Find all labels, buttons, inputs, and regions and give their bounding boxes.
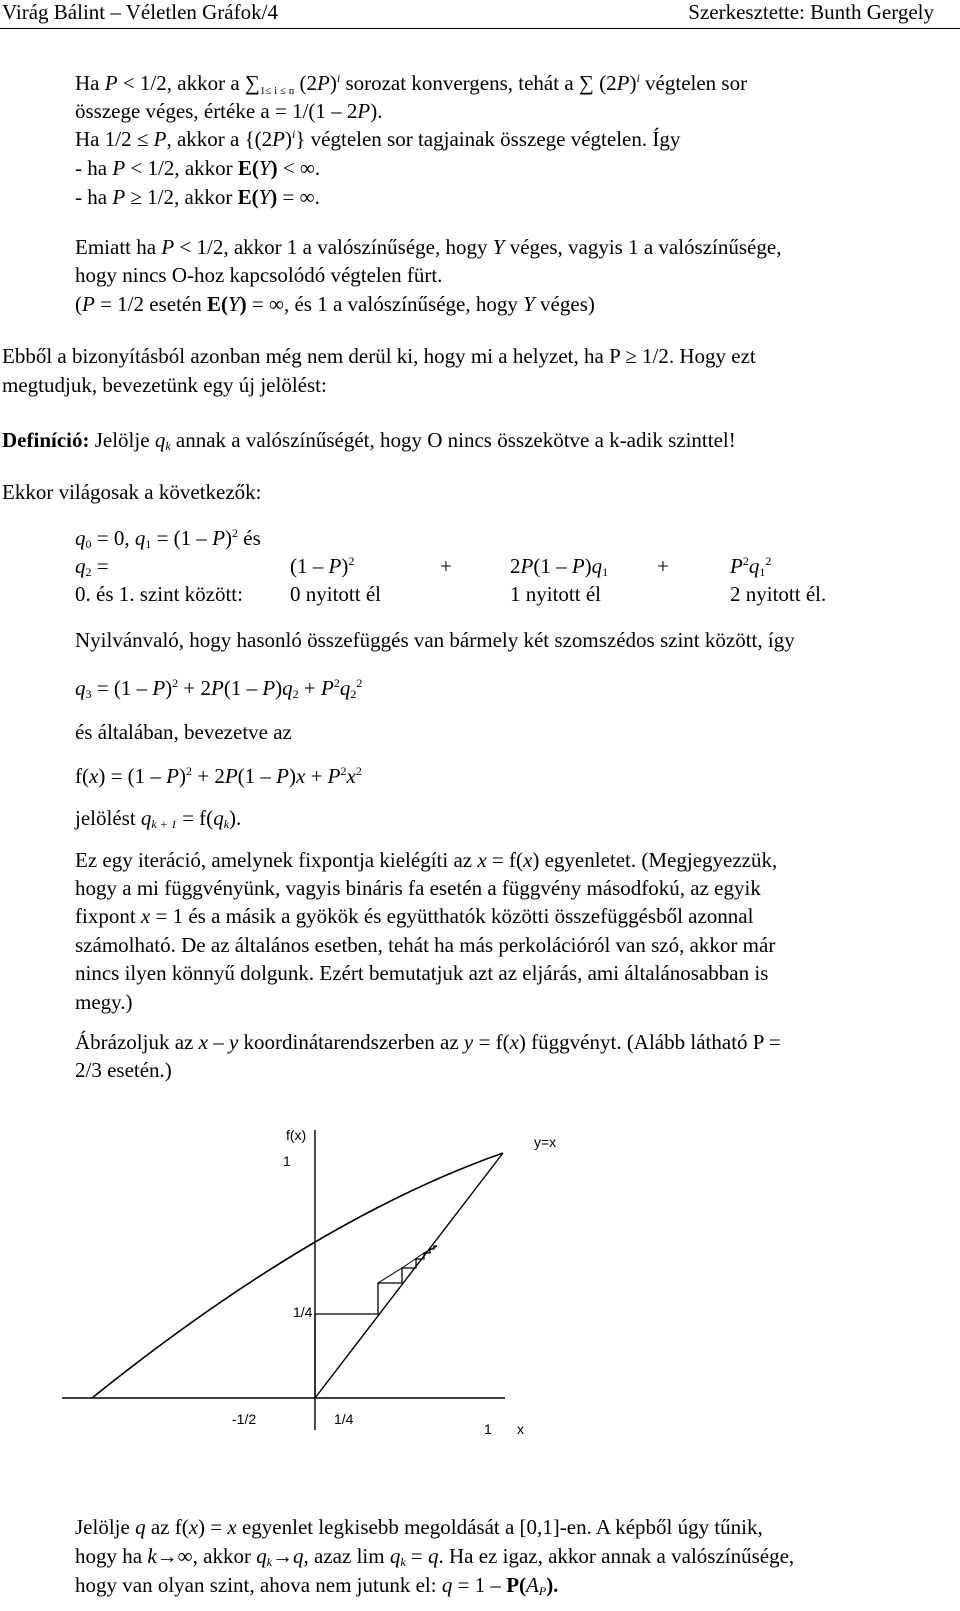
p7-line-2: hogy a mi függvényünk, vagyis bináris fa esetén a függvény másodfokú, az egyik [75, 876, 761, 900]
p2-line-3: (P = 1/2 esetén E(Y) = ∞, és 1 a valószínűsége, hogy Y véges) [75, 292, 595, 316]
running-header-right: Szerkesztette: Bunth Gergely [688, 0, 934, 24]
p5-line: Nyilvánvaló, hogy hasonló összefüggés van bármely két szomszédos szint között, így [75, 628, 795, 652]
p3-line-1: Ebből a bizonyításból azonban még nem derül ki, hogy mi a helyzet, ha P ≥ 1/2. Hogy ezt [2, 344, 756, 368]
eq-q2-plus-1: + [440, 554, 452, 578]
p2-line-2: hogy nincs O-hoz kapcsolódó végtelen fürt. [75, 263, 443, 287]
p7-line-6: megy.) [75, 990, 133, 1014]
tick-x-minus-half: -1/2 [232, 1411, 257, 1427]
p3-line-2: megtudjuk, bevezetünk egy új jelölést: [2, 373, 327, 397]
p1-line-3: Ha 1/2 ≤ P, akkor a $\{(2P)^i\}$ végtelen sor tagjainak összege végtelen. Így [75, 127, 681, 151]
eq-q2-plus-2: + [657, 554, 669, 578]
eq-zero-open-edge: 0 nyitott él [290, 582, 381, 606]
eq-q2-lhs: $q_2$ = [75, 554, 109, 579]
x-axis-label: x [517, 1421, 524, 1437]
eq-f-of-x: $f(x) = (1 - P)^2 + 2P(1 - P)x + P^2x^2$ [75, 764, 362, 788]
tick-x-quarter: 1/4 [334, 1411, 354, 1427]
eq-recursion: jelölést $q_{k + 1} = f(q_k)$. [75, 806, 242, 831]
eq-q2-term2: $2P(1 - P)q_1$ [510, 554, 609, 579]
eq-level-label: 0. és 1. szint között: [75, 582, 243, 606]
sum-symbol: ∑ [578, 71, 594, 95]
p8-line-2: 2/3 esetén.) [75, 1058, 172, 1082]
eq-q3: $q_3 = (1 - P)^2 + 2P(1 - P)q_2 + P^2q_2^2$ [75, 676, 363, 701]
p9-line-2: hogy ha k→∞, akkor $q_k\to q$, azaz $\lim q_k = q$. Ha ez igaz, akkor annak a valószínűsége, [75, 1544, 795, 1569]
sum-symbol: ∑ [244, 71, 260, 95]
p9-line-1: Jelölje q az f(x) = x egyenlet legkisebb megoldását a [0,1]-en. A képből úgy tűnik, [75, 1515, 763, 1539]
p1-line-1: Ha P < 1/2, akkor a ∑1≤ i ≤ n $(2P)^i$ sorozat konvergens, tehát a ∑ $(2P)^i$ végtelen sor [75, 71, 748, 97]
yx-label: y=x [534, 1134, 557, 1150]
p8-line-1: Ábrázoljuk az x – y koordinátarendszerben az y = f(x) függvényt. (Alább látható P = [75, 1030, 781, 1054]
p6-line: és általában, bevezetve az [75, 720, 292, 744]
eq-q2-term1: (1 – P)$^2$ [290, 554, 355, 578]
running-header-left: Virág Bálint – Véletlen Gráfok/4 [2, 0, 278, 24]
y-axis-label: f(x) [286, 1127, 307, 1143]
p7-line-4: számolható. De az általános esetben, tehát ha más perkolációról van szó, akkor már [75, 933, 776, 957]
eq-q0-q1: $q_0 = 0$, $q_1 = (1 - P)^2$ és [75, 526, 261, 551]
definition: Definíció: Jelölje $q_k$ annak a valószínűségét, hogy O nincs összekötve a k-adik szinttel! [2, 428, 736, 453]
tick-x-1: 1 [484, 1421, 492, 1437]
p7-line-5: nincs ilyen könnyű dolgunk. Ezért bemutatjuk azt az eljárás, ami általánosabban is [75, 961, 769, 985]
p7-line-3: fixpont x = 1 és a másik a gyökök és együtthatók közötti összefüggésből azonnal [75, 904, 754, 928]
cobweb-link [378, 1268, 402, 1283]
parabola-curve [92, 1153, 503, 1398]
eq-one-open-edge: 1 nyitott él [510, 582, 601, 606]
p7-line-1: Ez egy iteráció, amelynek fixpontja kielégíti az x = f(x) egyenletet. (Megjegyezzük, [75, 848, 778, 872]
p1-line-4: - ha P < 1/2, akkor E(Y) < ∞. [75, 156, 321, 180]
eq-q2-term3: $P^2q_1^2$ [730, 554, 772, 579]
cobweb-figure [60, 1125, 590, 1455]
p1-line-2: összege véges, értéke a = 1/(1 – 2P). [75, 99, 383, 123]
p2-line-1: Emiatt ha P < 1/2, akkor 1 a valószínűsége, hogy Y véges, vagyis 1 a valószínűsége, [75, 235, 782, 259]
tick-y-quarter: 1/4 [293, 1304, 313, 1320]
p1-line-5: - ha P ≥ 1/2, akkor E(Y) = ∞. [75, 185, 320, 209]
eq-two-open-edges: 2 nyitott él. [730, 582, 827, 606]
header-rule [0, 28, 960, 29]
identity-line [315, 1153, 503, 1398]
tick-y-1: 1 [283, 1153, 291, 1169]
p4-line: Ekkor világosak a következők: [2, 480, 262, 504]
p9-line-3: hogy van olyan szint, ahova nem jutunk el: $q = 1 - P(A_P)$. [75, 1573, 559, 1598]
